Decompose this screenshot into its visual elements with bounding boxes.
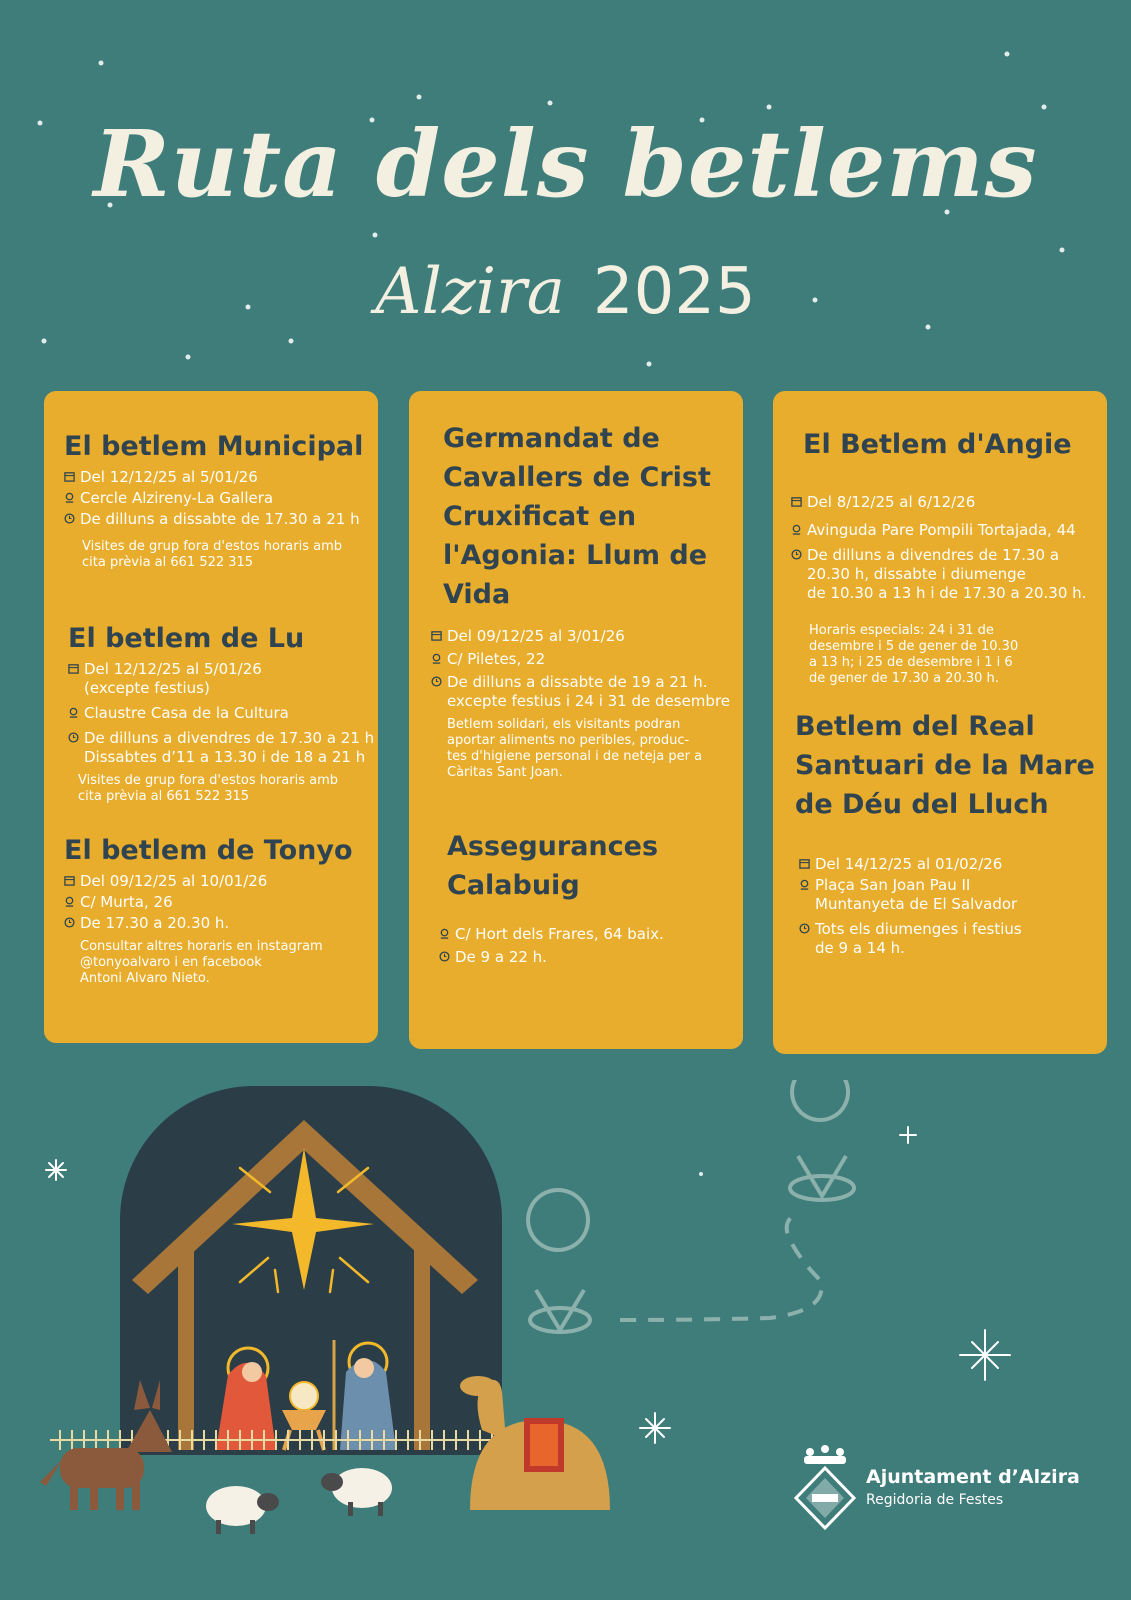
event-assegurances-calabuig [447, 827, 781, 905]
event-germandat [443, 419, 777, 614]
event-place-extra: Muntanyeta de El Salvador [815, 895, 1018, 913]
event-date: Del 09/12/25 al 10/01/26 [64, 872, 398, 891]
event-betlem-de-lu [68, 619, 402, 805]
logo-name: Ajuntament d’Alzira [866, 1466, 1080, 1488]
event-betlem-angie [803, 425, 1131, 464]
event-assegurances-details [439, 923, 773, 967]
event-title: El betlem Municipal [64, 431, 364, 462]
event-time-extra: excepte festius i 24 i 31 de desembre [447, 692, 731, 710]
event-date: Del 09/12/25 al 3/01/26 [431, 627, 765, 646]
coat-of-arms-icon [790, 1444, 860, 1534]
event-title: El Betlem d'Angie [803, 429, 1072, 460]
event-note: Betlem solidari, els visitants podran aportar aliments no peribles, produc- tes d'higiene personal i de neteja per a Càritas Sant Joan. [447, 717, 703, 780]
sheep-right [321, 1468, 392, 1516]
event-title: El betlem de Tonyo [64, 835, 353, 866]
event-place: C/ Piletes, 22 [431, 650, 765, 669]
event-santuari-details [799, 853, 1131, 958]
event-time: De dilluns a divendres de 17.30 a [791, 546, 1125, 565]
logo-subtitle: Regidoria de Festes [866, 1492, 1004, 1508]
card-column-3 [773, 391, 1107, 1054]
clock-icon [439, 951, 450, 962]
event-note: Visites de grup fora d'estos horaris amb cita prèvia al 661 522 315 [78, 773, 338, 804]
card-column-1 [44, 391, 378, 1043]
event-betlem-de-tonyo [64, 831, 398, 987]
stable-post-left [178, 1250, 194, 1450]
clock-icon [68, 732, 79, 743]
event-date-note: (excepte festius) [84, 679, 210, 697]
calendar-icon [68, 663, 79, 674]
event-place: C/ Hort dels Frares, 64 baix. [439, 925, 773, 944]
location-pin-icon [791, 524, 802, 535]
sheep-left [206, 1486, 279, 1534]
year: 2025 [592, 255, 756, 329]
event-note: Horaris especials: 24 i 31 de desembre i 5 de gener de 10.30 a 13 h; i 25 de desembre i 1 i 6 de gener de 17.30 a 20.30 h. [809, 623, 1019, 686]
event-note: Visites de grup fora d'estos horaris amb cita prèvia al 661 522 315 [82, 539, 342, 570]
location-pin-icon [439, 928, 450, 939]
card-column-2 [409, 391, 743, 1049]
event-time-extra: 20.30 h, dissabte i diumenge [807, 565, 1026, 583]
event-time: De 9 a 22 h. [439, 948, 773, 967]
event-place: C/ Murta, 26 [64, 893, 398, 912]
event-time-extra: Dissabtes d’11 a 13.30 i de 18 a 21 h [84, 748, 366, 766]
location-pin-icon [799, 879, 810, 890]
event-time: De 17.30 a 20.30 h. [64, 914, 398, 933]
event-date: Del 14/12/25 al 01/02/26 [799, 855, 1131, 874]
event-germandat-details [431, 625, 765, 781]
city-name: Alzira [375, 255, 565, 329]
calendar-icon [64, 875, 75, 886]
event-place: Avinguda Pare Pompili Tortajada, 44 [791, 521, 1125, 540]
event-time-extra-2: de 10.30 a 13 h i de 17.30 a 20.30 h. [807, 584, 1087, 602]
calendar-icon [791, 496, 802, 507]
event-note: Consultar altres horaris en instagram @tonyoalvaro i en facebook Antoni Alvaro Nieto. [80, 939, 323, 986]
event-title: Assegurances Calabuig [447, 831, 659, 901]
event-date: Del 12/12/25 al 5/01/26 [68, 660, 402, 679]
event-date: Del 12/12/25 al 5/01/26 [64, 468, 398, 487]
event-time: De dilluns a divendres de 17.30 a 21 h [68, 729, 402, 748]
clock-icon [799, 923, 810, 934]
event-betlem-municipal [64, 427, 398, 571]
poster-title: Ruta dels betlems [93, 110, 1038, 218]
event-betlem-real-santuari [795, 707, 1129, 824]
location-pin-icon [64, 896, 75, 907]
clock-icon [64, 917, 75, 928]
event-place: Cercle Alzireny-La Gallera [64, 489, 398, 508]
clock-icon [791, 549, 802, 560]
event-place: Claustre Casa de la Cultura [68, 704, 402, 723]
clock-icon [64, 513, 75, 524]
event-time: De dilluns a dissabte de 19 a 21 h. [431, 673, 765, 692]
event-title: Betlem del Real Santuari de la Mare de Déu del Lluch [795, 711, 1095, 820]
event-angie-details [791, 491, 1125, 687]
location-pin-icon [68, 707, 79, 718]
clock-icon [431, 676, 442, 687]
event-time: De dilluns a dissabte de 17.30 a 21 h [64, 510, 398, 529]
stable-post-right [414, 1250, 430, 1450]
location-pin-icon [64, 492, 75, 503]
calendar-icon [799, 858, 810, 869]
event-time-extra: de 9 a 14 h. [815, 939, 905, 957]
route-decoration [528, 1080, 854, 1332]
event-time: Tots els diumenges i festius [799, 920, 1131, 939]
event-title: Germandat de Cavallers de Crist Cruxificat en l'Agonia: Llum de Vida [443, 423, 711, 610]
city-council-logo [790, 1444, 1090, 1544]
location-pin-icon [431, 653, 442, 664]
event-date: Del 8/12/25 al 6/12/26 [791, 493, 1125, 512]
calendar-icon [64, 471, 75, 482]
poster-subtitle [0, 255, 1131, 329]
event-title: El betlem de Lu [68, 623, 305, 654]
calendar-icon [431, 630, 442, 641]
event-place: Plaça San Joan Pau II [799, 876, 1131, 895]
